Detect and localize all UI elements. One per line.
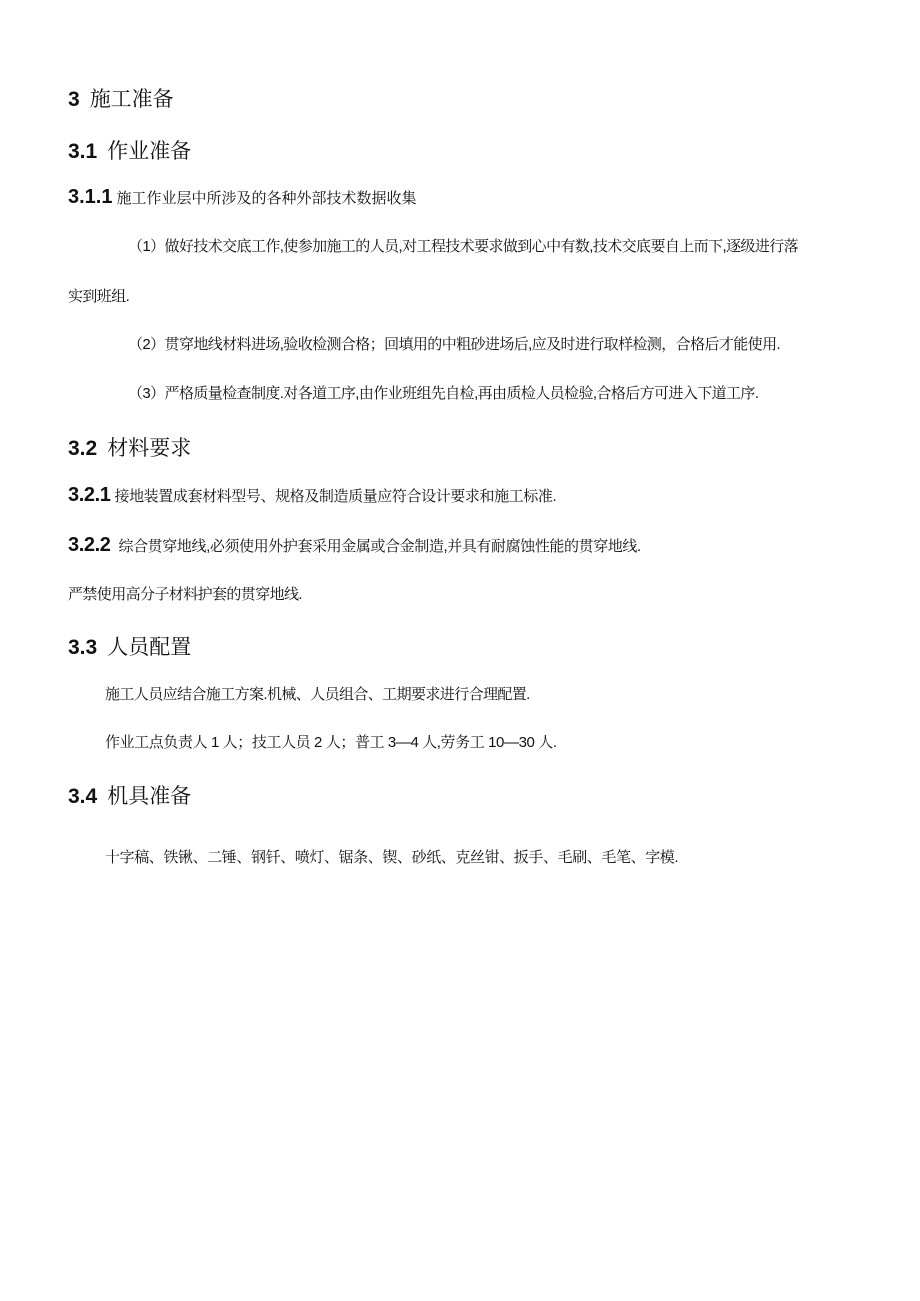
heading-number: 3.2.1	[68, 484, 111, 506]
section-heading-3	[68, 89, 174, 110]
section-heading-3-1	[68, 141, 191, 162]
heading-title: 施工作业层中所涉及的各种外部技术数据收集	[116, 190, 417, 207]
heading-title: 人员配置	[107, 636, 192, 659]
paragraph-tools: 十字稿、铁锹、二锤、钢钎、喷灯、锯条、锲、砂纸、克丝钳、扳手、毛刷、毛笔、字模.	[105, 849, 679, 866]
heading-number: 3.2	[68, 437, 98, 460]
heading-number: 3.1	[68, 140, 98, 163]
paragraph-item-2: （2）贯穿地线材料进场,验收检测合格；回填用的中粗砂进场后,应及时进行取样检测，合格后才能使用.	[128, 336, 781, 353]
section-3-2-2	[68, 535, 641, 555]
heading-title: 施工准备	[89, 88, 174, 111]
paragraph-item-1-cont: 实到班组.	[68, 288, 130, 305]
paragraph-staffing: 施工人员应结合施工方案.机械、人员组合、工期要求进行合理配置.	[105, 686, 530, 703]
heading-number: 3.4	[68, 785, 98, 808]
section-heading-3-3	[68, 637, 191, 658]
section-heading-3-4	[68, 786, 191, 807]
section-3-2-1	[68, 485, 556, 505]
heading-number: 3.3	[68, 636, 98, 659]
paragraph-note: 严禁使用高分子材料护套的贯穿地线.	[68, 586, 302, 603]
heading-number: 3.2.2	[68, 534, 111, 556]
paragraph-staff-counts: 作业工点负责人 1 人；技工人员 2 人；普工 3—4 人,劳务工 10—30 人.	[105, 734, 557, 751]
section-heading-3-2	[68, 438, 191, 459]
paragraph-text: 综合贯穿地线,必须使用外护套采用金属或合金制造,并具有耐腐蚀性能的贯穿地线.	[118, 538, 641, 555]
heading-number: 3	[68, 88, 80, 111]
paragraph-item-3: （3）严格质量检查制度.对各道工序,由作业班组先自检,再由质检人员检验,合格后方可进入下道工序.	[128, 385, 759, 402]
paragraph-item-1: （1）做好技术交底工作,使参加施工的人员,对工程技术要求做到心中有数,技术交底要自上而下,逐级进行落	[128, 238, 799, 255]
heading-title: 机具准备	[107, 785, 192, 808]
heading-title: 作业准备	[107, 140, 192, 163]
section-heading-3-1-1	[68, 187, 417, 207]
paragraph-text: 接地装置成套材料型号、规格及制造质量应符合设计要求和施工标准.	[114, 488, 557, 505]
heading-title: 材料要求	[107, 437, 192, 460]
heading-number: 3.1.1	[68, 186, 113, 208]
